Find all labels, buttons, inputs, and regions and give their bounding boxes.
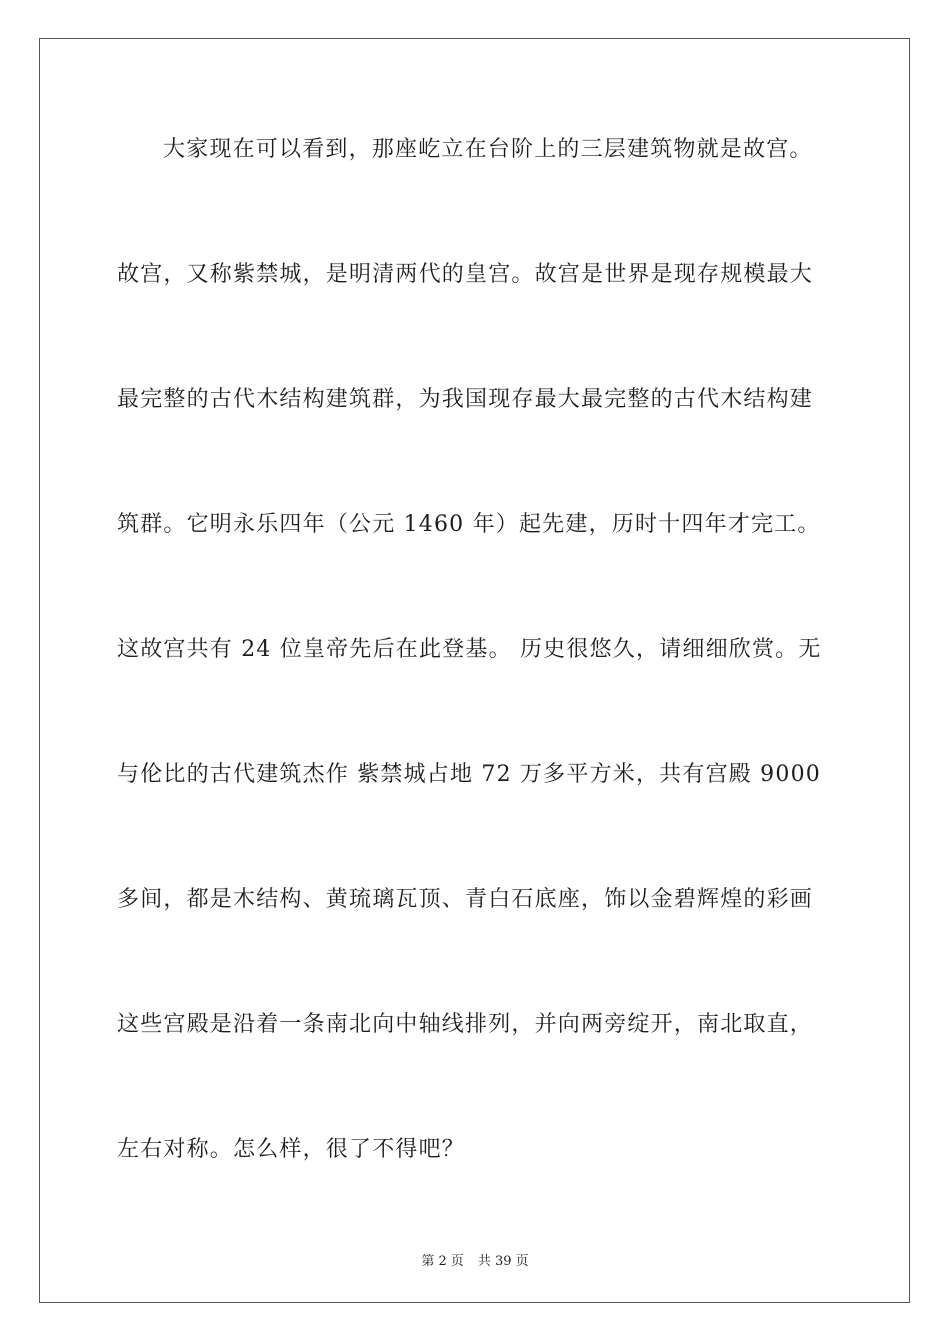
- paragraph-line-1: 大家现在可以看到，那座屹立在台阶上的三层建筑物就是故宫。: [163, 137, 813, 162]
- paragraph-line-5: 这故宫共有 24 位皇帝先后在此登基。 历史很悠久，请细细欣赏。无: [117, 637, 822, 662]
- paragraph-line-9: 左右对称。怎么样，很了不得吧？: [117, 1137, 466, 1162]
- paragraph-line-7: 多间，都是木结构、黄琉璃瓦顶、青白石底座，饰以金碧辉煌的彩画: [117, 887, 814, 912]
- paragraph-line-8: 这些宫殿是沿着一条南北向中轴线排列，并向两旁绽开，南北取直，: [117, 1012, 814, 1037]
- page-total: 共 39 页: [477, 1254, 529, 1269]
- paragraph-line-2: 故宫，又称紫禁城，是明清两代的皇宫。故宫是世界是现存规模最大: [117, 262, 814, 287]
- paragraph-line-4: 筑群。它明永乐四年（公元 1460 年）起先建，历时十四年才完工。: [117, 512, 821, 537]
- paragraph-line-3: 最完整的古代木结构建筑群，为我国现存最大最完整的古代木结构建: [117, 387, 814, 412]
- page-number: 第 2 页: [421, 1254, 464, 1269]
- page-border: [39, 38, 910, 1303]
- page-footer: [0, 1250, 950, 1269]
- paragraph-line-6: 与伦比的古代建筑杰作 紫禁城占地 72 万多平方米，共有宫殿 9000: [117, 762, 821, 787]
